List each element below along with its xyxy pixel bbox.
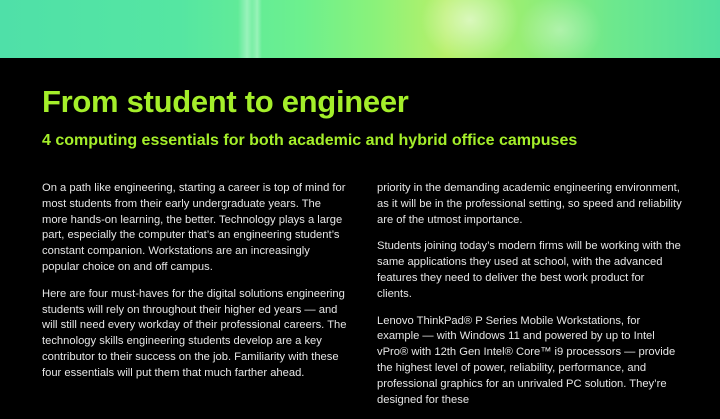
page-title: From student to engineer: [42, 84, 409, 119]
paragraph: Lenovo ThinkPad® P Series Mobile Workstations, for example — with Windows 11 and powered by up to Intel vPro® with 12th Gen Intel® Core™ i9 processors — provide the highest level of power, reliability, performance, and professional graphics for an unrivaled PC solution. They’re designed for these: [377, 314, 676, 406]
paragraph: Here are four must-haves for the digital solutions engineering students will rely on throughout their higher ed years — and will still need every workday of their professional careers. The technology skills engineering students develop are a key contributor to their success on the job. Familiarity with these four essentials will put them that much farther ahead.: [42, 287, 347, 379]
banner-light-streak: [252, 0, 262, 58]
paragraph: Students joining today’s modern firms will be working with the same applications they used at school, with the advanced features they need to deliver the best work product for clients.: [377, 240, 681, 300]
left-text-column: [42, 181, 347, 393]
paragraph: On a path like engineering, starting a career is top of mind for most students from their early undergraduate years. The more hands-on learning, the better. Technology plays a large part, especially the computer that’s an engineering student’s constant companion. Workstations are an increasingly popular choice on and off campus.: [42, 182, 346, 273]
right-text-column: [377, 181, 682, 419]
paragraph: priority in the demanding academic engineering environment, as it will be in the professional setting, so speed and reliability are of the utmost importance.: [377, 182, 682, 226]
header-gradient-banner: [0, 0, 720, 58]
page-subtitle: 4 computing essentials for both academic and hybrid office campuses: [42, 132, 578, 149]
